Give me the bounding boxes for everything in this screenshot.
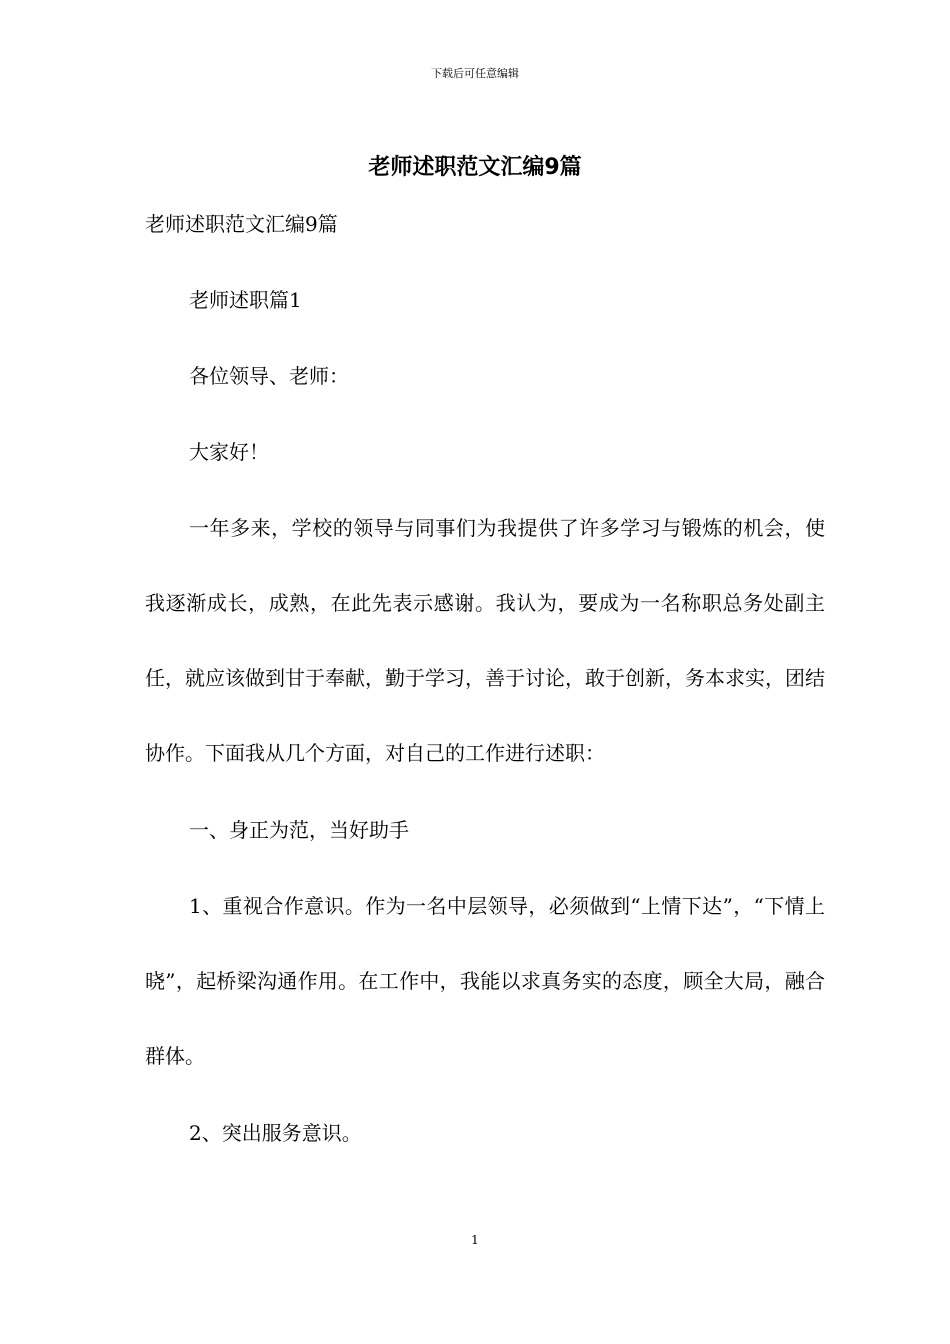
header-text: 下载后可任意编辑	[431, 67, 519, 80]
salutation: 各位领导、老师：	[189, 364, 349, 388]
page-number: 1	[471, 1233, 479, 1247]
section-heading: 老师述职篇1	[189, 288, 302, 312]
page-footer	[0, 1233, 950, 1247]
subheading-one: 一、身正为范，当好助手	[189, 818, 409, 842]
subtitle-line: 老师述职范文汇编9篇	[145, 212, 338, 236]
body-paragraph-intro: 一年多来，学校的领导与同事们为我提供了许多学习与锻炼的机会，使我逐渐成长，成熟，在此先表示感谢。我认为，要成为一名称职总务处副主任，就应该做到甘于奉献，勤于学习，善于讨论，敢于创新，务本求实，团结协作。下面我从几个方面，对自己的工作进行述职：	[145, 516, 825, 765]
body-paragraph-service: 2、突出服务意识。	[189, 1121, 362, 1145]
document-title: 老师述职范文汇编9篇	[368, 155, 582, 180]
body-paragraph-cooperation: 1、重视合作意识。作为一名中层领导，必须做到“上情下达”，“下情上晓”，起桥梁沟通作用。在工作中，我能以求真务实的态度，顾全大局，融合群体。	[145, 894, 825, 1068]
greeting: 大家好！	[189, 440, 269, 464]
page-header	[0, 67, 950, 81]
document-body	[145, 205, 825, 1152]
